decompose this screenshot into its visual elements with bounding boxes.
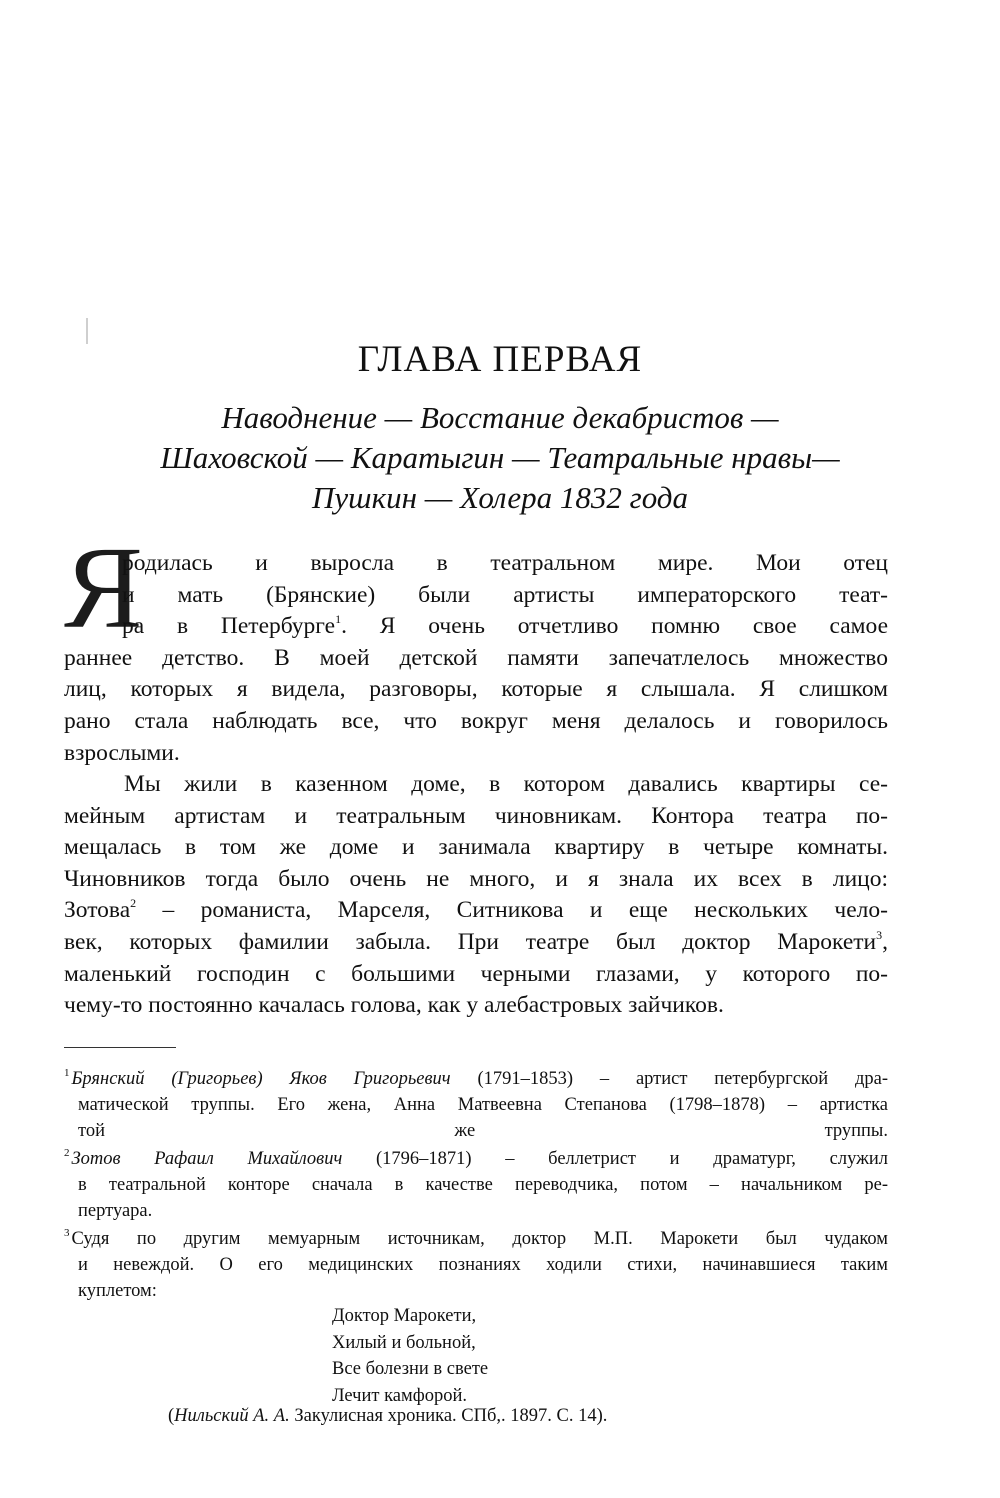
footnote-line bbox=[64, 1226, 888, 1252]
poem-line: Хилый и больной, bbox=[332, 1332, 476, 1353]
text-line bbox=[64, 895, 888, 927]
footnote-text: Судя по другим мемуарным источникам, доктор М.П. Марокети был чудаком bbox=[71, 1229, 888, 1249]
subtitle-line: Пушкин — Холера 1832 года bbox=[312, 480, 688, 515]
text-line: лиц, которых я видела, разговоры, которые я слышала. Я слишком bbox=[64, 676, 888, 703]
text-line: чему-то постоянно качалась голова, как у алебастровых зайчиков. bbox=[64, 992, 724, 1019]
footnote-ref-3[interactable]: 3 bbox=[876, 927, 883, 942]
footnote-line: матической труппы. Его жена, Анна Матвеевна Степанова (1798–1878) – артистка bbox=[78, 1095, 888, 1115]
text-line: рано стала наблюдать все, что вокруг меня делалось и говорилось bbox=[64, 707, 888, 734]
footnote-ref-2[interactable]: 2 bbox=[130, 896, 137, 911]
footnote-text: (1791–1853) – артист петербургской дра- bbox=[450, 1069, 889, 1089]
footnote-ref-1[interactable]: 1 bbox=[335, 612, 342, 627]
footnote-line: той же труппы. bbox=[78, 1121, 888, 1141]
poem-quote bbox=[332, 1303, 488, 1409]
subtitle-line: Шаховской — Каратыгин — Театральные нравы— bbox=[160, 440, 840, 475]
footnote-mark: 2 bbox=[64, 1147, 70, 1159]
text-line: мещалась в том же доме и занимала квартиру в четыре комнаты. bbox=[64, 834, 888, 861]
poem-line: Все болезни в свете bbox=[332, 1359, 489, 1379]
footnote-line: пертуара. bbox=[78, 1201, 153, 1221]
subtitle-line: Наводнение — Восстание декабристов — bbox=[221, 400, 779, 435]
text-fragment: – романиста, Марселя, Ситникова и еще нескольких чело- bbox=[136, 897, 888, 924]
paragraph-2 bbox=[64, 769, 888, 1022]
text-fragment: век, которых фамилии забыла. При театре был доктор Марокети bbox=[64, 928, 877, 955]
text-fragment: . Я очень отчетливо помню свое самое bbox=[341, 613, 888, 640]
text-line bbox=[64, 611, 888, 643]
text-fragment: Зотова bbox=[64, 897, 131, 924]
text-line: Мы жили в казенном доме, в котором давались квартиры се- bbox=[124, 771, 888, 797]
footnote-person: Зотов Рафаил Михайлович bbox=[71, 1149, 343, 1169]
footnote-2 bbox=[64, 1146, 888, 1224]
footnote-line bbox=[64, 1066, 888, 1092]
text-line: раннее детство. В моей детской памяти запечатлелось множество bbox=[64, 644, 888, 671]
footnote-1 bbox=[64, 1066, 888, 1144]
text-line: взрослыми. bbox=[64, 739, 180, 766]
poem-citation bbox=[168, 1406, 607, 1427]
citation-open: ( bbox=[168, 1406, 175, 1426]
drop-cap: Я bbox=[64, 522, 143, 653]
footnote-line: и невеждой. О его медицинских познаниях ходили стихи, начинавшиеся таким bbox=[78, 1255, 888, 1275]
footnote-3 bbox=[64, 1226, 888, 1304]
citation-author: Нильский А. А. bbox=[174, 1406, 290, 1426]
text-line: родилась и выросла в театральном мире. Мои отец bbox=[122, 550, 888, 576]
chapter-subtitle bbox=[60, 398, 940, 518]
text-fragment: , bbox=[882, 928, 888, 955]
poem-line: Лечит камфорой. bbox=[332, 1385, 467, 1406]
text-line bbox=[64, 927, 888, 959]
footnotes bbox=[64, 1066, 888, 1306]
footnote-divider bbox=[64, 1047, 176, 1048]
text-fragment: ра в Петербурге bbox=[122, 613, 336, 640]
footnote-mark: 3 bbox=[64, 1227, 70, 1239]
citation-rest: Закулисная хроника. СПб,. 1897. С. 14). bbox=[289, 1406, 608, 1426]
text-line: маленький господин с большими черными глазами, у которого по- bbox=[64, 960, 888, 987]
poem-line: Доктор Марокети, bbox=[332, 1306, 477, 1326]
footnote-line: куплетом: bbox=[78, 1281, 157, 1301]
paragraph-1 bbox=[64, 548, 888, 769]
footnote-person: Брянский (Григорьев) Яков Григорьевич bbox=[71, 1069, 451, 1089]
footnote-text: (1796–1871) – беллетрист и драматург, служил bbox=[342, 1149, 888, 1169]
footnote-mark: 1 bbox=[64, 1067, 70, 1079]
footnote-line: в театральной конторе сначала в качестве переводчика, потом – начальником ре- bbox=[78, 1175, 888, 1195]
footnote-line bbox=[64, 1146, 888, 1172]
text-line: и мать (Брянские) были артисты императорского теат- bbox=[122, 581, 888, 608]
text-line: мейным артистам и театральным чиновникам. Контора театра по- bbox=[64, 802, 888, 829]
chapter-title: ГЛАВА ПЕРВАЯ bbox=[357, 339, 643, 380]
text-line: Чиновников тогда было очень не много, и я знала их всех в лицо: bbox=[64, 865, 888, 892]
